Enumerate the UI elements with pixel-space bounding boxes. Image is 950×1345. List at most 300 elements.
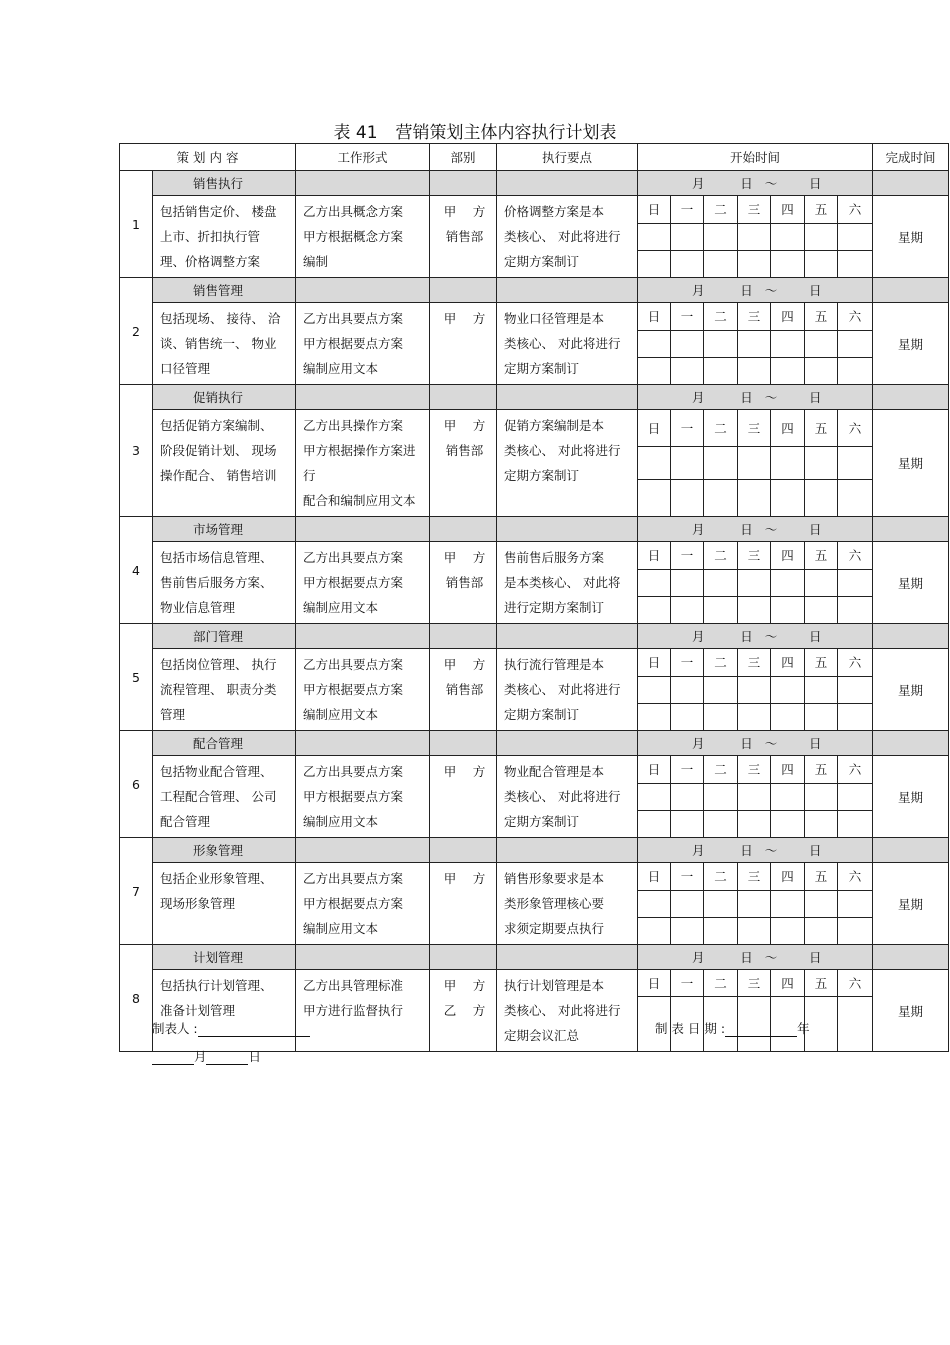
category-form-blank <box>296 731 430 756</box>
calendar-blank-cell <box>638 918 671 945</box>
weekday-cell: 五 <box>805 863 838 891</box>
key-points-line: 定期方案制订 <box>504 254 580 269</box>
key-points-line: 售前售后服务方案 <box>504 550 605 565</box>
day-blank <box>206 1051 248 1065</box>
category-row <box>120 945 949 970</box>
detail-row <box>120 542 949 570</box>
weekday-cell: 一 <box>671 410 704 447</box>
calendar-blank-cell <box>771 811 805 838</box>
calendar-blank-cell <box>771 480 805 517</box>
calendar-blank-cell <box>738 890 771 918</box>
calendar-blank-cell <box>771 330 805 358</box>
detail-row <box>120 410 949 447</box>
work-form-line: 编制应用文本 <box>303 600 379 615</box>
department-line: 甲 方 <box>443 204 486 219</box>
category-dept-blank <box>430 731 497 756</box>
finish-weekday: 星期 <box>873 542 949 624</box>
plan-content-line: 准备计划管理 <box>160 1003 236 1018</box>
work-form-line: 甲方根据要点方案 <box>303 575 404 590</box>
weekday-cell: 日 <box>638 756 671 784</box>
category-dept-blank <box>430 517 497 542</box>
category-row <box>120 731 949 756</box>
weekday-cell: 三 <box>738 863 771 891</box>
work-form-line: 乙方出具概念方案 <box>303 204 404 219</box>
work-form <box>296 756 430 838</box>
calendar-blank-cell <box>805 704 838 731</box>
calendar-blank-cell <box>704 597 738 624</box>
work-form-line: 乙方出具要点方案 <box>303 550 404 565</box>
category-finish-blank <box>873 278 949 303</box>
weekday-cell: 三 <box>738 649 771 677</box>
year-blank <box>725 1023 797 1037</box>
weekday-cell: 四 <box>771 196 805 224</box>
work-form-line: 编制 <box>303 254 329 269</box>
weekday-cell: 四 <box>771 410 805 447</box>
calendar-blank-cell <box>771 223 805 251</box>
category-finish-blank <box>873 731 949 756</box>
department <box>430 756 497 838</box>
key-points <box>497 196 638 278</box>
weekday-cell: 五 <box>805 649 838 677</box>
work-form <box>296 410 430 517</box>
category-form-blank <box>296 945 430 970</box>
key-points-line: 价格调整方案是本 <box>504 204 605 219</box>
category-label: 部门管理 <box>153 624 296 649</box>
detail-row <box>120 756 949 784</box>
calendar-blank-cell <box>671 330 704 358</box>
header-start: 开始时间 <box>638 144 873 171</box>
calendar-blank-cell <box>738 676 771 704</box>
weekday-cell: 一 <box>671 649 704 677</box>
weekday-cell: 三 <box>738 196 771 224</box>
key-points-line: 类核心、 对此将进行 <box>504 789 621 804</box>
calendar-blank-cell <box>704 251 738 278</box>
calendar-blank-cell <box>805 251 838 278</box>
plan-content-line: 包括销售定价、 楼盘 <box>160 204 277 219</box>
category-points-blank <box>497 624 638 649</box>
calendar-blank-cell <box>638 704 671 731</box>
weekday-cell: 二 <box>704 542 738 570</box>
header-finish: 完成时间 <box>873 144 949 171</box>
plan-content <box>153 863 296 945</box>
calendar-blank-cell <box>704 330 738 358</box>
calendar-blank-cell <box>805 811 838 838</box>
key-points-line: 物业口径管理是本 <box>504 311 605 326</box>
department <box>430 410 497 517</box>
start-date-range: 月 日 ～ 日 <box>638 838 873 863</box>
key-points-line: 类形象管理核心要 <box>504 896 605 911</box>
category-finish-blank <box>873 624 949 649</box>
row-number: 2 <box>120 278 153 385</box>
category-form-blank <box>296 517 430 542</box>
table-number: 表 41 <box>333 123 378 143</box>
calendar-blank-cell <box>771 704 805 731</box>
calendar-blank-cell <box>671 597 704 624</box>
weekday-cell: 六 <box>838 410 873 447</box>
category-dept-blank <box>430 385 497 410</box>
weekday-cell: 一 <box>671 196 704 224</box>
category-row <box>120 517 949 542</box>
work-form-line: 乙方出具管理标准 <box>303 978 404 993</box>
key-points-line: 定期方案制订 <box>504 468 580 483</box>
finish-weekday: 星期 <box>873 410 949 517</box>
plan-content <box>153 196 296 278</box>
weekday-cell: 一 <box>671 863 704 891</box>
plan-content-line: 包括市场信息管理、 <box>160 550 273 565</box>
key-points-line: 销售形象要求是本 <box>504 871 605 886</box>
header-points: 执行要点 <box>497 144 638 171</box>
calendar-blank-cell <box>671 251 704 278</box>
calendar-blank-cell <box>838 446 873 480</box>
calendar-blank-cell <box>738 569 771 597</box>
work-form-line: 编制应用文本 <box>303 814 379 829</box>
date-line <box>647 1004 810 1037</box>
category-finish-blank <box>873 838 949 863</box>
calendar-blank-cell <box>838 251 873 278</box>
weekday-cell: 五 <box>805 303 838 331</box>
key-points-line: 执行流行管理是本 <box>504 657 605 672</box>
weekday-cell: 一 <box>671 756 704 784</box>
department-line: 甲 方 <box>443 871 486 886</box>
weekday-cell: 三 <box>738 756 771 784</box>
plan-content-line: 工程配合管理、 公司 <box>160 789 277 804</box>
detail-row <box>120 863 949 891</box>
calendar-blank-cell <box>838 480 873 517</box>
finish-weekday: 星期 <box>873 649 949 731</box>
row-number: 4 <box>120 517 153 624</box>
work-form <box>296 303 430 385</box>
calendar-blank-cell <box>805 223 838 251</box>
work-form <box>296 649 430 731</box>
month-label: 月 <box>193 1049 207 1064</box>
category-label: 形象管理 <box>153 838 296 863</box>
category-label: 促销执行 <box>153 385 296 410</box>
calendar-blank-cell <box>704 704 738 731</box>
weekday-cell: 五 <box>805 542 838 570</box>
calendar-blank-cell <box>638 890 671 918</box>
weekday-cell: 三 <box>738 542 771 570</box>
plan-table <box>119 143 949 1052</box>
header-content: 策 划 内 容 <box>120 144 296 171</box>
calendar-blank-cell <box>671 480 704 517</box>
calendar-blank-cell <box>838 890 873 918</box>
header-form: 工作形式 <box>296 144 430 171</box>
start-date-range: 月 日 ～ 日 <box>638 731 873 756</box>
calendar-blank-cell <box>638 358 671 385</box>
calendar-blank-cell <box>704 358 738 385</box>
weekday-cell: 三 <box>738 410 771 447</box>
department <box>430 970 497 1052</box>
plan-content-line: 管理 <box>160 707 186 722</box>
category-dept-blank <box>430 278 497 303</box>
category-finish-blank <box>873 171 949 196</box>
calendar-blank-cell <box>671 811 704 838</box>
row-number: 5 <box>120 624 153 731</box>
calendar-blank-cell <box>805 446 838 480</box>
calendar-blank-cell <box>738 330 771 358</box>
category-finish-blank <box>873 945 949 970</box>
month-blank <box>152 1051 194 1065</box>
weekday-cell: 六 <box>838 970 873 997</box>
weekday-cell: 五 <box>805 410 838 447</box>
work-form <box>296 196 430 278</box>
start-date-range: 月 日 ～ 日 <box>638 517 873 542</box>
calendar-blank-cell <box>704 569 738 597</box>
weekday-cell: 四 <box>771 863 805 891</box>
finish-weekday: 星期 <box>873 196 949 278</box>
calendar-blank-cell <box>771 676 805 704</box>
calendar-blank-cell <box>671 890 704 918</box>
table-title <box>0 118 950 143</box>
category-form-blank <box>296 278 430 303</box>
work-form-line: 甲方根据要点方案 <box>303 682 404 697</box>
key-points-line: 进行定期方案制订 <box>504 600 605 615</box>
calendar-blank-cell <box>771 597 805 624</box>
start-date-range: 月 日 ～ 日 <box>638 171 873 196</box>
department <box>430 303 497 385</box>
month-day-line <box>144 1032 261 1065</box>
work-form-line: 编制应用文本 <box>303 361 379 376</box>
calendar-blank-cell <box>738 918 771 945</box>
plan-content-line: 包括物业配合管理、 <box>160 764 273 779</box>
key-points-line: 类核心、 对此将进行 <box>504 443 621 458</box>
calendar-blank-cell <box>805 358 838 385</box>
work-form-line: 乙方出具要点方案 <box>303 657 404 672</box>
category-points-blank <box>497 731 638 756</box>
calendar-blank-cell <box>838 783 873 811</box>
table-title-text: 营销策划主体内容执行计划表 <box>395 123 617 143</box>
finish-weekday: 星期 <box>873 863 949 945</box>
category-dept-blank <box>430 624 497 649</box>
category-row <box>120 838 949 863</box>
plan-content <box>153 756 296 838</box>
calendar-blank-cell <box>671 704 704 731</box>
weekday-cell: 六 <box>838 649 873 677</box>
key-points-line: 类核心、 对此将进行 <box>504 229 621 244</box>
category-points-blank <box>497 385 638 410</box>
category-form-blank <box>296 838 430 863</box>
finish-weekday: 星期 <box>873 756 949 838</box>
plan-content-line: 上市、折扣执行管 <box>160 229 261 244</box>
calendar-blank-cell <box>738 251 771 278</box>
work-form-line: 甲方进行监督执行 <box>303 1003 404 1018</box>
weekday-cell: 日 <box>638 970 671 997</box>
calendar-blank-cell <box>738 704 771 731</box>
category-form-blank <box>296 624 430 649</box>
calendar-blank-cell <box>671 676 704 704</box>
calendar-blank-cell <box>838 358 873 385</box>
department-line: 甲 方 <box>443 550 486 565</box>
calendar-blank-cell <box>638 569 671 597</box>
key-points <box>497 970 638 1052</box>
calendar-blank-cell <box>704 446 738 480</box>
plan-content-line: 配合管理 <box>160 814 211 829</box>
plan-content-line: 包括现场、 接待、 洽 <box>160 311 281 326</box>
department <box>430 542 497 624</box>
calendar-blank-cell <box>704 223 738 251</box>
plan-content <box>153 410 296 517</box>
header-row <box>120 144 949 171</box>
category-row <box>120 624 949 649</box>
plan-content-line: 阶段促销计划、 现场 <box>160 443 277 458</box>
weekday-cell: 四 <box>771 970 805 997</box>
work-form-line: 乙方出具要点方案 <box>303 764 404 779</box>
weekday-cell: 日 <box>638 303 671 331</box>
calendar-blank-cell <box>671 569 704 597</box>
key-points <box>497 649 638 731</box>
key-points-line: 求须定期要点执行 <box>504 921 605 936</box>
weekday-cell: 一 <box>671 542 704 570</box>
weekday-cell: 四 <box>771 649 805 677</box>
weekday-cell: 六 <box>838 303 873 331</box>
department-line: 销售部 <box>445 443 484 458</box>
work-form-line: 乙方出具要点方案 <box>303 871 404 886</box>
calendar-blank-cell <box>771 918 805 945</box>
calendar-blank-cell <box>805 918 838 945</box>
calendar-blank-cell <box>638 446 671 480</box>
department <box>430 196 497 278</box>
start-date-range: 月 日 ～ 日 <box>638 385 873 410</box>
detail-row <box>120 649 949 677</box>
department <box>430 649 497 731</box>
day-label: 日 <box>248 1049 261 1064</box>
plan-content-line: 现场形象管理 <box>160 896 236 911</box>
key-points-line: 定期方案制订 <box>504 707 580 722</box>
weekday-cell: 六 <box>838 863 873 891</box>
calendar-blank-cell <box>805 783 838 811</box>
work-form-line: 甲方根据要点方案 <box>303 789 404 804</box>
work-form <box>296 542 430 624</box>
calendar-blank-cell <box>671 223 704 251</box>
weekday-cell: 二 <box>704 756 738 784</box>
department-line: 销售部 <box>445 575 484 590</box>
calendar-blank-cell <box>704 783 738 811</box>
calendar-blank-cell <box>805 569 838 597</box>
weekday-cell: 一 <box>671 970 704 997</box>
calendar-blank-cell <box>671 783 704 811</box>
row-number: 7 <box>120 838 153 945</box>
calendar-blank-cell <box>838 569 873 597</box>
work-form-line: 配合和编制应用文本 <box>303 493 416 508</box>
category-label: 计划管理 <box>153 945 296 970</box>
calendar-blank-cell <box>638 676 671 704</box>
category-points-blank <box>497 517 638 542</box>
calendar-blank-cell <box>638 251 671 278</box>
department-line: 销售部 <box>445 229 484 244</box>
weekday-cell: 日 <box>638 863 671 891</box>
weekday-cell: 六 <box>838 542 873 570</box>
department-line: 销售部 <box>445 682 484 697</box>
work-form-line: 乙方出具要点方案 <box>303 311 404 326</box>
category-form-blank <box>296 171 430 196</box>
work-form-line: 甲方根据要点方案 <box>303 336 404 351</box>
department-line: 甲 方 <box>443 311 486 326</box>
key-points-line: 定期方案制订 <box>504 361 580 376</box>
plan-content <box>153 649 296 731</box>
weekday-cell: 二 <box>704 196 738 224</box>
work-form-line: 乙方出具操作方案 <box>303 418 404 433</box>
calendar-blank-cell <box>771 251 805 278</box>
row-number: 1 <box>120 171 153 278</box>
calendar-blank-cell <box>771 569 805 597</box>
calendar-blank-cell <box>805 480 838 517</box>
work-form-line: 编制应用文本 <box>303 921 379 936</box>
department-line: 甲 方 <box>443 657 486 672</box>
calendar-blank-cell <box>704 918 738 945</box>
calendar-blank-cell <box>805 676 838 704</box>
calendar-blank-cell <box>638 783 671 811</box>
calendar-blank-cell <box>771 446 805 480</box>
category-finish-blank <box>873 517 949 542</box>
row-number: 3 <box>120 385 153 517</box>
header-dept: 部别 <box>430 144 497 171</box>
key-points <box>497 863 638 945</box>
weekday-cell: 日 <box>638 649 671 677</box>
calendar-blank-cell <box>838 997 873 1052</box>
category-dept-blank <box>430 171 497 196</box>
plan-content-line: 谈、销售统一、 物业 <box>160 336 277 351</box>
calendar-blank-cell <box>771 890 805 918</box>
key-points-line: 是本类核心、 对此将 <box>504 575 621 590</box>
weekday-cell: 二 <box>704 863 738 891</box>
calendar-blank-cell <box>838 811 873 838</box>
weekday-cell: 日 <box>638 542 671 570</box>
calendar-blank-cell <box>738 783 771 811</box>
calendar-blank-cell <box>671 446 704 480</box>
category-row <box>120 171 949 196</box>
weekday-cell: 一 <box>671 303 704 331</box>
category-label: 销售执行 <box>153 171 296 196</box>
calendar-blank-cell <box>638 223 671 251</box>
plan-content-line: 理、价格调整方案 <box>160 254 261 269</box>
calendar-blank-cell <box>838 676 873 704</box>
category-label: 销售管理 <box>153 278 296 303</box>
calendar-blank-cell <box>805 597 838 624</box>
department-line: 甲 方 <box>443 978 486 993</box>
category-row <box>120 385 949 410</box>
calendar-blank-cell <box>704 480 738 517</box>
key-points-line: 类核心、 对此将进行 <box>504 682 621 697</box>
calendar-blank-cell <box>738 358 771 385</box>
calendar-blank-cell <box>638 597 671 624</box>
plan-content-line: 售前售后服务方案、 <box>160 575 273 590</box>
work-form-line: 甲方根据操作方案进行 <box>303 443 416 483</box>
calendar-blank-cell <box>771 783 805 811</box>
detail-row <box>120 970 949 997</box>
row-number: 6 <box>120 731 153 838</box>
work-form-line: 甲方根据要点方案 <box>303 896 404 911</box>
calendar-blank-cell <box>704 676 738 704</box>
weekday-cell: 五 <box>805 756 838 784</box>
calendar-blank-cell <box>838 223 873 251</box>
key-points-line: 类核心、 对此将进行 <box>504 336 621 351</box>
calendar-blank-cell <box>638 480 671 517</box>
category-label: 配合管理 <box>153 731 296 756</box>
work-form <box>296 970 430 1052</box>
plan-content-line: 操作配合、 销售培训 <box>160 468 277 483</box>
year-label: 年 <box>797 1021 810 1036</box>
calendar-blank-cell <box>704 811 738 838</box>
start-date-range: 月 日 ～ 日 <box>638 945 873 970</box>
calendar-blank-cell <box>805 890 838 918</box>
weekday-cell: 四 <box>771 542 805 570</box>
weekday-cell: 五 <box>805 970 838 997</box>
finish-weekday: 星期 <box>873 303 949 385</box>
row-number: 8 <box>120 945 153 1052</box>
key-points <box>497 303 638 385</box>
detail-row <box>120 196 949 224</box>
category-dept-blank <box>430 945 497 970</box>
